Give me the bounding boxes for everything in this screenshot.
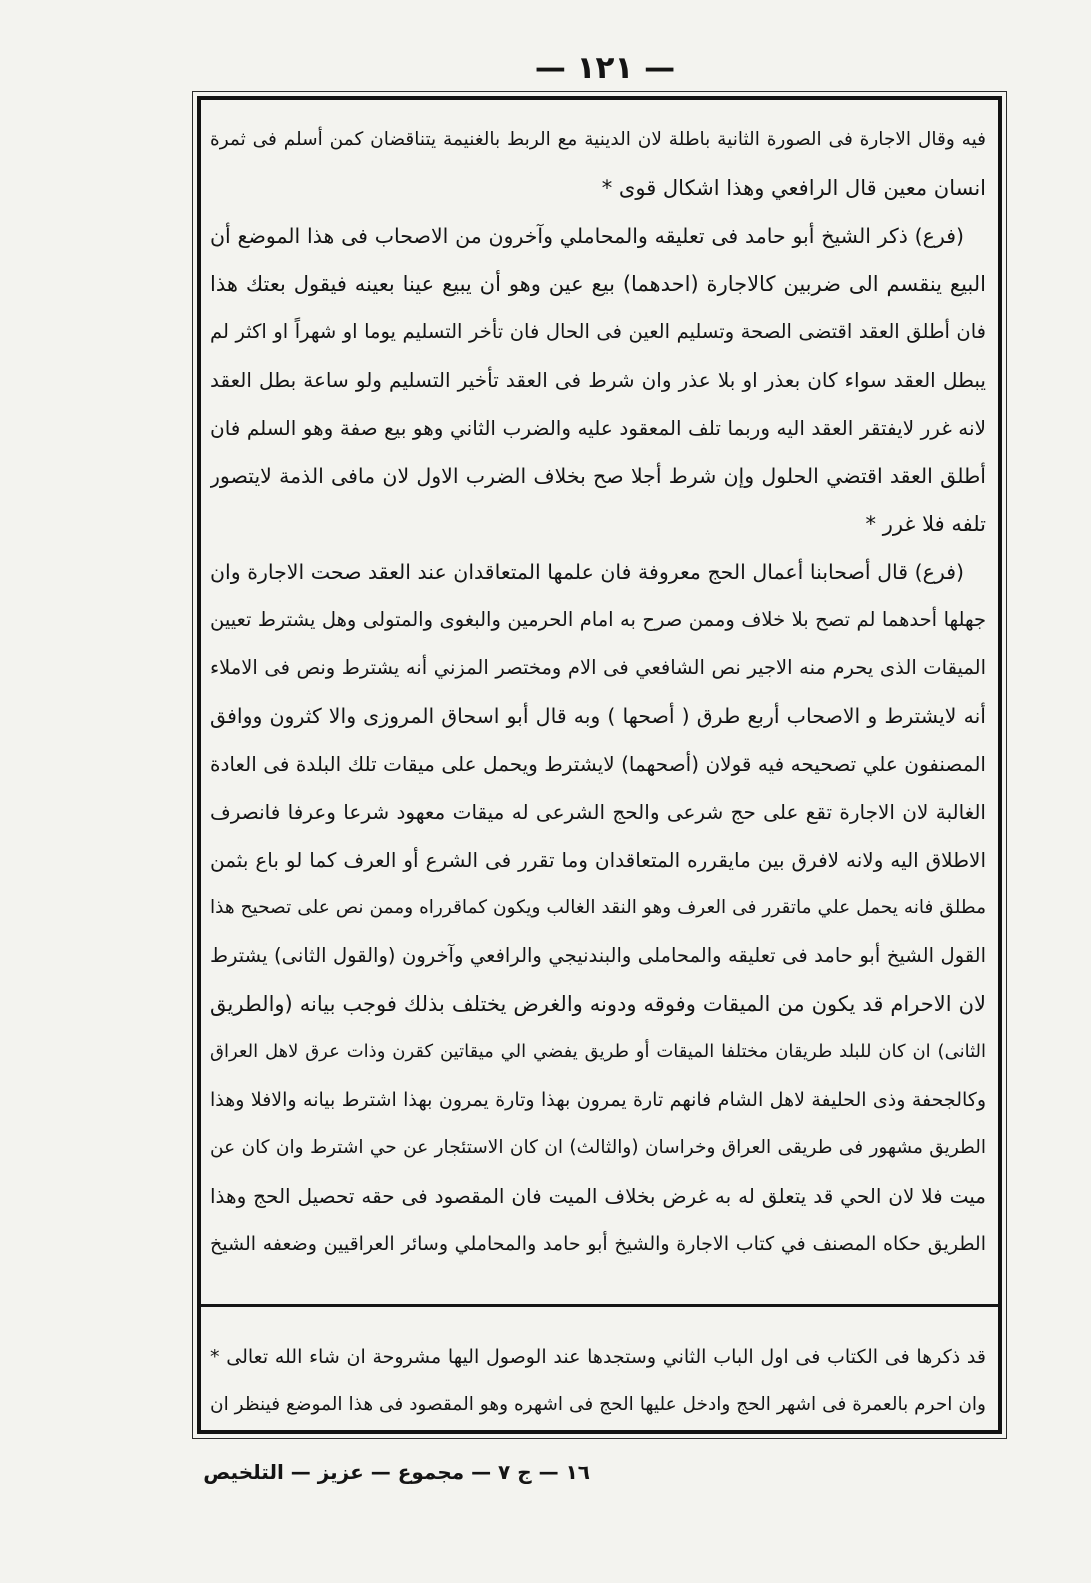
footnote-line: وان احرم بالعمرة فى اشهر الحج وادخل عليها الحج فى اشهره وهو المقصود فى هذا الموضع فينظر ان [210,1394,986,1415]
main-text-line: الغالبة لان الاجارة تقع على حج شرعى والحج الشرعى له ميقات معهود شرعا وعرفا فانصرف [210,800,986,824]
main-text-line: (فرع) قال أصحابنا أعمال الحج معروفة فان علمها المتعاقدان عند العقد صحت الاجارة وان [210,560,964,584]
main-text-line: الميقات الذى يحرم منه الاجير نص الشافعي فى الام ومختصر المزني أنه يشترط ونص فى الاملاء [210,656,986,679]
main-text-line: انسان معين قال الرافعي وهذا اشكال قوى * [601,176,986,200]
main-text-line: أنه لايشترط و الاصحاب أربع طرق ( أصحها ) وبه قال أبو اسحاق المروزى والا كثرون ووافق [210,704,986,728]
main-text-line: يبطل العقد سواء كان بعذر او بلا عذر وان شرط فى العقد تأخير التسليم ولو ساعة بطل العقد [210,368,986,392]
main-text-line: جهلها أحدهما لم تصح بلا خلاف وممن صرح به امام الحرمين والبغوى والمتولى وهل يشترط تعيين [210,608,986,631]
main-text-line: القول الشيخ أبو حامد فى تعليقه والمحاملى والبندنيجي والرافعي وآخرون (والقول الثانى) يشترط [210,944,986,967]
main-text-line: الثانى) ان كان للبلد طريقان مختلفا الميقات أو طريق يفضي الي ميقاتين كقرن وذات عرق لاهل العراق [210,1041,986,1062]
main-text-line: المصنفون علي تصحيحه فيه قولان (أصحهما) لايشترط ويحمل على ميقات تلك البلدة فى العادة [210,752,986,776]
main-text-line: فان أطلق العقد اقتضى الصحة وتسليم العين فى الحال فان تأخر التسليم يوما او شهراً او اكثر لم [210,320,986,343]
main-text-line: (فرع) ذكر الشيخ أبو حامد فى تعليقه والمحاملي وآخرون من الاصحاب فى هذا الموضع أن [210,224,964,248]
main-text-line: لانه غرر لايفتقر العقد اليه وربما تلف المعقود عليه والضرب الثاني وهو بيع صفة وهو السلم فان [210,416,986,440]
main-text-line: البيع ينقسم الى ضربين كالاجارة (احدهما) بيع عين وهو أن يبيع عينا بعينه فيقول بعتك هذا [210,272,986,296]
signature-line: ١٦ — ج ٧ — مجموع — عزيز — التلخيص [203,1460,590,1484]
footnote-line: قد ذكرها فى الكتاب فى اول الباب الثاني وستجدها عند الوصول اليها مشروحة ان شاء الله تعالى * [210,1346,986,1368]
main-text-line: الطريق مشهور فى طريقى العراق وخراسان (والثالث) ان كان الاستئجار عن حي اشترط وان كان عن [210,1137,986,1158]
main-text [210,116,986,1268]
page-number: — ١٢١ — [534,50,676,86]
main-text-line: الطريق حكاه المصنف في كتاب الاجارة والشيخ أبو حامد والمحاملي وسائر العراقيين وضعفه الشيخ [210,1233,986,1255]
main-text-line: مطلق فانه يحمل علي ماتقرر فى العرف وهو النقد الغالب ويكون كماقرراه وممن نص على تصحيح هذا [210,897,986,918]
main-text-line: لان الاحرام قد يكون من الميقات وفوقه ودونه والغرض يختلف بذلك فوجب بيانه (والطريق [210,992,986,1016]
main-text-line: ميت فلا لان الحي قد يتعلق له به غرض بخلاف الميت فان المقصود فى حقه تحصيل الحج وهذا [210,1184,986,1208]
main-text-line: فيه وقال الاجارة فى الصورة الثانية باطلة لان الدينية مع الربط بالغنيمة يتناقضان كمن أسلم فى ثمرة [210,129,986,150]
main-text-line: تلفه فلا غرر * [865,512,986,536]
footnotes [210,1333,986,1429]
main-text-line: أطلق العقد اقتضي الحلول وإن شرط أجلا صح بخلاف الضرب الاول لان مافى الذمة لايتصور [210,464,986,488]
main-text-line: الاطلاق اليه ولانه لافرق بين مايقرره المتعاقدان وما تقرر فى الشرع أو العرف كما لو باع بثمن [210,848,986,872]
main-text-line: وكالجحفة وذى الحليفة لاهل الشام فانهم تارة يمرون بهذا وتارة يمرون بهذا اشترط بيانه والافلا وهذا [210,1089,986,1111]
footnote-separator [200,1304,1000,1307]
